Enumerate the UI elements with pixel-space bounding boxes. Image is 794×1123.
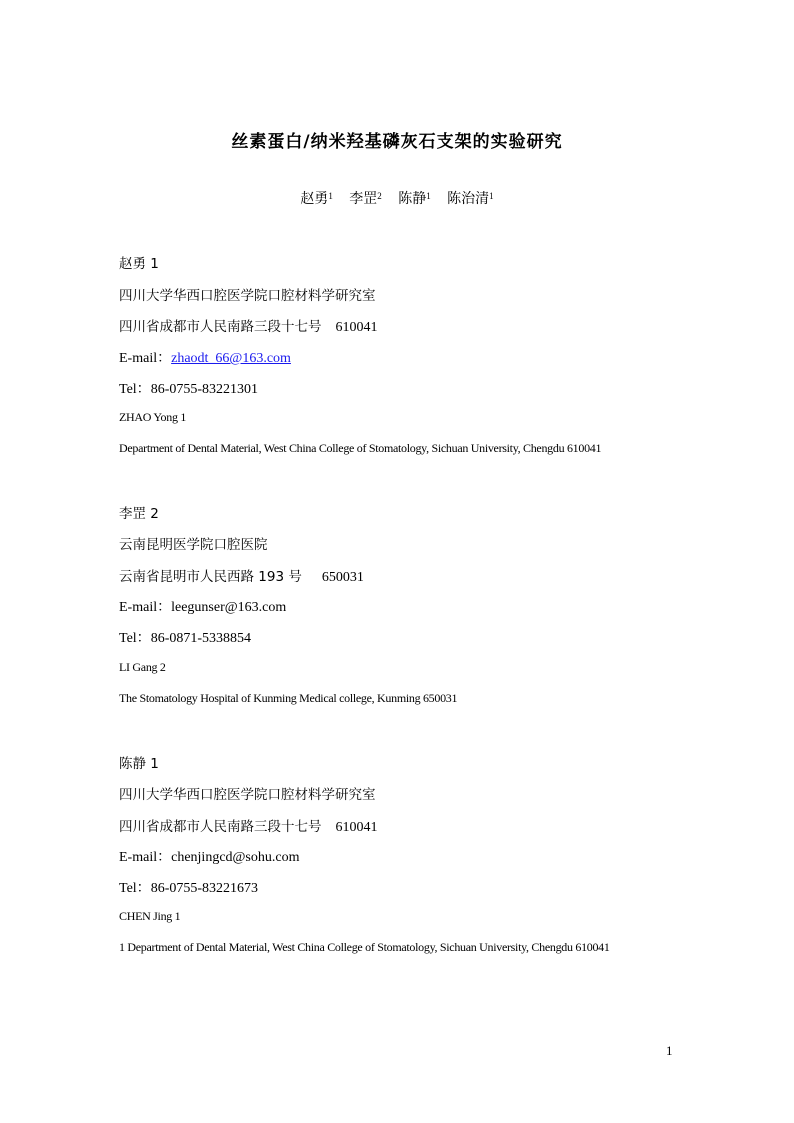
english-affiliation: The Stomatology Hospital of Kunming Medical college, Kunming 650031: [119, 691, 458, 705]
institution: 四川大学华西口腔医学院口腔材料学研究室: [119, 787, 376, 803]
tel-label: Tel：: [119, 881, 151, 896]
address-line: [119, 815, 378, 836]
author-list: [0, 188, 794, 208]
english-name: LI Gang 2: [119, 660, 166, 674]
author-name-line: 李罡 2: [119, 506, 159, 522]
email-text: leegunser@163.com: [171, 600, 287, 615]
address: 云南省昆明市人民西路 193 号: [119, 569, 302, 585]
author: 陈静$^1$: [398, 191, 431, 207]
email-link[interactable]: zhaodt_66@163.com: [171, 351, 291, 366]
address: 四川省成都市人民南路三段十七号: [119, 819, 322, 835]
email-line: [119, 347, 291, 367]
english-name: CHEN Jing 1: [119, 909, 181, 923]
email-line: [119, 846, 299, 866]
email-label: E-mail：: [119, 850, 172, 865]
address-line: [119, 315, 378, 336]
tel-label: Tel：: [119, 382, 151, 397]
tel-number: 86-0755-83221301: [150, 382, 259, 397]
author: 李罡$^2$: [349, 191, 382, 207]
postcode: 610041: [335, 320, 378, 335]
english-name: ZHAO Yong 1: [119, 410, 187, 424]
email-label: E-mail：: [119, 600, 172, 615]
address: 四川省成都市人民南路三段十七号: [119, 319, 322, 335]
postcode: 610041: [335, 820, 378, 835]
email-line: [119, 596, 286, 616]
institution: 四川大学华西口腔医学院口腔材料学研究室: [119, 288, 376, 304]
page-number: 1: [666, 1043, 673, 1058]
paper-title: 丝素蛋白/纳米羟基磷灰石支架的实验研究: [231, 132, 563, 152]
address-line: [119, 565, 364, 586]
author-name-line: 陈静 1: [119, 756, 159, 772]
tel-label: Tel：: [119, 631, 151, 646]
tel-number: 86-0871-5338854: [150, 631, 252, 646]
institution: 云南昆明医学院口腔医院: [119, 537, 268, 553]
author-name-line: 赵勇 1: [119, 256, 159, 272]
author: 陈治清$^1$: [447, 191, 494, 207]
english-affiliation: 1 Department of Dental Material, West China College of Stomatology, Sichuan University, Chengdu 610041: [119, 940, 610, 954]
email-label: E-mail：: [119, 351, 172, 366]
tel-line: [119, 627, 251, 647]
english-affiliation: Department of Dental Material, West China College of Stomatology, Sichuan University, Chengdu 610041: [119, 441, 602, 455]
email-text: chenjingcd@sohu.com: [171, 850, 300, 865]
tel-number: 86-0755-83221673: [150, 881, 259, 896]
postcode: 650031: [321, 570, 364, 585]
tel-line: [119, 378, 258, 398]
author: 赵勇$^1$: [300, 191, 333, 207]
tel-line: [119, 877, 258, 897]
